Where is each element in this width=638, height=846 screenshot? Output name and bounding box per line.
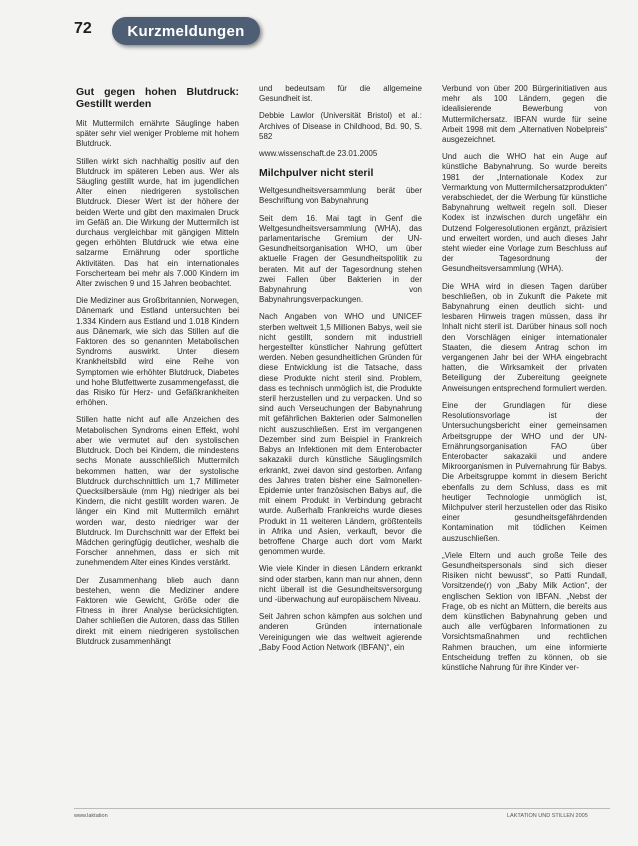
section-tab: Kurzmeldungen — [112, 17, 260, 45]
article-2-paragraph: Eine der Grundlagen für diese Resolutionsvorlage ist der Untersuchungsbericht einer gemeinsamen Arbeitsgruppe der WHO und der UN-Ernährungsorganisation FAO über Enterobacter sakazakii und andere Mikroorganismen in Pulvernahrung für Babys. Die Arbeitsgruppe kommt in diesem Bericht ebenfalls zu dem Schluss, dass es mit heutiger Technologie unmöglich ist, Milchpulver steril herzustellen oder das Risiko einer gesundheitsgefährdenden Kontamination mit tödlichen Keimen auszuschließen. — [442, 400, 607, 543]
article-2-paragraph: Nach Angaben von WHO und UNICEF sterben weltweit 1,5 Millionen Babys, weil sie nicht gestillt, sondern mit industriell hergestellter künstlicher Nahrung gefüttert werden. Neben gesundheitlichen Gründen für diese Entwicklung ist die Tatsache, dass diese Produkte nicht steril sind. Problem, dass es technisch unmöglich ist, die Produkte steril herzustellen und zu verpacken. Und so sind auch Verseuchungen der Babynahrung mit gefährlichen Bakterien oder Salmonellen nicht auszuschließen. Erst im vergangenen Dezember sind zum Beispiel in Frankreich Babys an Infektionen mit dem Enterobacter sakazakii durch künstliche Säuglingsmilch erkrankt, zwei davon sind gestorben. Anfang des Jahres traten bisher eine Salmonellen-Epidemie unter französischen Babys auf, die mit einem Produkt in Verbindung gebracht wurde. Außerhalb Frankreichs wurde dieses Produkt in 11 weiteren Ländern, größtenteils in Afrika und Asien, verkauft, bevor die betroffene Charge auch dort vom Markt genommen wurde. — [259, 312, 422, 557]
article-2-title: Milchpulver nicht steril — [259, 167, 374, 180]
article-2-paragraph: Seit dem 16. Mai tagt in Genf die Weltgesundheitsversammlung (WHA), das parlamentarische Gremium der UN-Gesundheitsorganisation WHO, um über aktuelle Fragen der Gesundheitspolitik zu beraten. Mit auf der Tagesordnung stehen zwei Fallen über Bakterien in der Babynahrung von Babynahrungsverpackungen. — [259, 213, 422, 305]
article-1-paragraph: Stillen hatte nicht auf alle Anzeichen des Metabolischen Syndroms einen Effekt, wohl aber wie vermutet auf den systolischen Blutdruck. Doch bei Kindern, die mindestens sechs Monate ausschließlich Muttermilch bekommen hatten, war der systolische Blutdruck durchschnittlich um 1,7 Millimeter Quecksilbersäule (mm Hg) niedriger als bei Kindern, die nicht gestillt worden waren. Je länger ein Kind mit Muttermilch ernährt worden war, desto niedriger war der Blutdruck. Im Durchschnitt war der Effekt bei Mädchen geringfügig deutlicher, weshalb die Forscher annehmen, dass er sich mit zunehmendem Alter eines Kindes verstärkt. — [76, 415, 239, 568]
page-number: 72 — [74, 20, 92, 37]
column-3 — [442, 84, 607, 680]
article-1-paragraph: Der Zusammenhang blieb auch dann bestehen, wenn die Mediziner andere Faktoren wie Gewicht, Größe oder die Fitness in ihrer Analyse berücksichtigten. Daher schließen die Autoren, dass das Stillen direkt mit einem niedrigeren systolischen Blutdruck zusammenhängt — [76, 575, 239, 646]
footer-right-text: LAKTATION UND STILLEN 2005 — [507, 813, 588, 819]
column-2 — [259, 84, 422, 660]
footer-left-text: www.laktation — [74, 813, 108, 819]
article-1-paragraph: Die Mediziner aus Großbritannien, Norwegen, Dänemark und Estland untersuchten bei 1.334 Kindern aus Estland und 1.018 Kindern aus Dänemark, wie sich das Stillen auf die Faktoren des so genannten Metabolischen Syndroms auswirkt. Unter diesem Krankheitsbild wird eine Reihe von Symptomen wie erhöhter Blutdruck, Diabetes und hohe Blutfettwerte zusammengefasst, die das Risiko für Herz- und Gefäßkrankheiten erhöhen. — [76, 296, 239, 408]
article-1-title: Gut gegen hohen Blutdruck: Gestillt werden — [76, 86, 239, 110]
article-2-paragraph: Verbund von über 200 Bürgerinitiativen aus mehr als 100 Ländern, gegen die idealisierende Bewerbung von Muttermilchersatz. IBFAN wurde für seine Arbeit 1998 mit dem „Alternativen Nobelpreis“ ausgezeichnet. — [442, 84, 607, 145]
article-1-paragraph: Stillen wirkt sich nachhaltig positiv auf den Blutdruck im späteren Leben aus. Wer als Säugling gestillt wurde, hat im jugendlichen Alter einen niedrigeren systolischen Blutdruck. Dieser Wert ist der höhere der beiden Werte und gibt den maximalen Druck im Gefäß an. Die Wirkung der Muttermilch ist durchaus vergleichbar mit gängigen Mitteln gegen erhöhten Blutdruck wie etwa eine salzarme Ernährung oder sportliche Aktivitäten. Das hat ein internationales Forscherteam bei mehr als 7.000 Kindern im Alter zwischen 9 und 15 Jahren beobachtet. — [76, 156, 239, 289]
footer-divider — [74, 808, 610, 809]
column-1 — [76, 86, 239, 654]
article-2-paragraph: Und auch die WHO hat ein Auge auf künstliche Babynahrung. So wurde bereits 1981 der „Internationale Kodex zur Vermarktung von Muttermilchersatzprodukten“ verabschiedet, der die Werbung für künstliche Babynahrung weltweit regeln soll. Dieser Kodex ist inzwischen durch ungefähr ein Dutzend Folgeresolutionen ergänzt, präzisiert und erweitert worden, und auch dieses Jahr steht wieder eine Vorlage zum Beschluss auf der Tagesordnung der Gesundheitsversammlung (WHA). — [442, 152, 607, 274]
article-1-paragraph: und bedeutsam für die allgemeine Gesundheit ist. — [259, 84, 422, 104]
article-2-paragraph: „Viele Eltern und auch große Teile des Gesundheitspersonals sind sich dieser Risiken nicht bewusst“, so Patti Rundall, Vorsitzende(r) von „Baby Milk Action“, der englischen Sektion von IBFAN. „Nebst der Frage, ob es nicht an Müttern, die bereits aus dem künstlichen Babynahrung geben und auch alle verfügbaren Informationen zu Vorsichtsmaßnahmen und rechtlichen Rahmen brauchen, um eine informierte Entscheidung treffen zu können, ob sie künstliche Nahrung für ihre Kinder ver- — [442, 550, 607, 672]
article-2-lead: Weltgesundheitsversammlung berät über Beschriftung von Babynahrung — [259, 186, 422, 206]
article-2-paragraph: Seit Jahren schon kämpfen aus solchen und anderen Gründen internationale Vereinigungen wie das weltweit agierende „Baby Food Action Network (IBFAN)“, ein — [259, 612, 422, 652]
article-1-source: Debbie Lawlor (Universität Bristol) et al.: Archives of Disease in Childhood, Bd. 90, S. 582 — [259, 111, 422, 141]
article-2-paragraph: Die WHA wird in diesen Tagen darüber beschließen, ob in Zukunft die Pakete mit Babynahrung einen deutlich sicht- und lesbaren Hinweis tragen müssen, dass ihr Inhalt nicht steril ist. Darüber hinaus soll noch den Vorschlägen einiger internationaler Staaten, die diesem Antrag schon im vergangenen Jahr bei der WHA eingebracht hatten, die Wirksamkeit der privaten Beteiligung der Zubereitung geeignete Anweisungen entsprechend formuliert werden. — [442, 281, 607, 393]
article-2-paragraph: Wie viele Kinder in diesen Ländern erkrankt sind oder starben, kann man nur ahnen, denn nicht überall ist die Gesundheitsversorgung und -überwachung auf europäischem Niveau. — [259, 564, 422, 604]
article-1-url: www.wissenschaft.de 23.01.2005 — [259, 149, 378, 159]
article-1-lead: Mit Muttermilch ernährte Säuglinge haben später sehr viel weniger Probleme mit hohem Blutdruck. — [76, 119, 239, 149]
